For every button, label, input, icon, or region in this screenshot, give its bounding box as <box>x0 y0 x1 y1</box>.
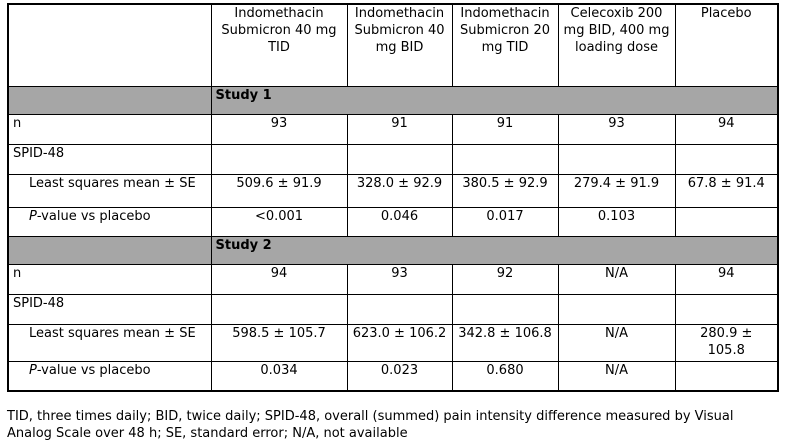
table-row <box>8 362 778 392</box>
table-cell: 623.0 ± 106.2 <box>347 325 452 362</box>
table-row <box>8 295 778 325</box>
table-cell <box>347 295 452 325</box>
table-cell <box>452 145 558 175</box>
header-row <box>8 4 778 87</box>
table-cell: 509.6 ± 91.9 <box>211 175 347 208</box>
row-label <box>8 208 211 237</box>
row-label <box>8 362 211 392</box>
table-cell <box>675 295 778 325</box>
p-italic: P <box>29 363 37 378</box>
table-cell: 94 <box>211 265 347 295</box>
table-cell: 94 <box>675 115 778 145</box>
column-header: Celecoxib 200 mg BID, 400 mg loading dose <box>558 4 675 87</box>
table-cell: 91 <box>452 115 558 145</box>
p-italic: P <box>29 209 37 224</box>
results-table <box>7 3 779 392</box>
table-cell: N/A <box>558 325 675 362</box>
table-cell: <0.001 <box>211 208 347 237</box>
row-label: SPID-48 <box>8 145 211 175</box>
row-label: Least squares mean ± SE <box>8 175 211 208</box>
table-cell: 0.023 <box>347 362 452 392</box>
column-header: Indomethacin Submicron 40 mg BID <box>347 4 452 87</box>
table-cell <box>211 145 347 175</box>
table-cell: 0.017 <box>452 208 558 237</box>
table-cell: N/A <box>558 265 675 295</box>
table-cell: 380.5 ± 92.9 <box>452 175 558 208</box>
table-row <box>8 115 778 145</box>
row-label: n <box>8 265 211 295</box>
row-label: n <box>8 115 211 145</box>
table-cell: 91 <box>347 115 452 145</box>
row-label: SPID-48 <box>8 295 211 325</box>
table-cell: 0.046 <box>347 208 452 237</box>
table-footnote: TID, three times daily; BID, twice daily; SPID-48, overall (summed) pain intensity difference measured by Visual Analog Scale over 48 h; SE, standard error; N/A, not available <box>7 409 734 441</box>
table-cell: 328.0 ± 92.9 <box>347 175 452 208</box>
table-cell: 93 <box>347 265 452 295</box>
table-cell: 93 <box>558 115 675 145</box>
column-header: Indomethacin Submicron 20 mg TID <box>452 4 558 87</box>
table-cell <box>675 208 778 237</box>
column-header: Placebo <box>675 4 778 87</box>
table-cell: 0.103 <box>558 208 675 237</box>
table-cell: 67.8 ± 91.4 <box>675 175 778 208</box>
table-cell <box>452 295 558 325</box>
table-cell <box>558 145 675 175</box>
study-section-row <box>8 87 778 115</box>
table-row <box>8 208 778 237</box>
study-section-spacer <box>8 237 211 265</box>
table-row <box>8 175 778 208</box>
table-cell: 0.680 <box>452 362 558 392</box>
table-cell: N/A <box>558 362 675 392</box>
table-cell: 598.5 ± 105.7 <box>211 325 347 362</box>
study-title: Study 1 <box>211 87 778 115</box>
study-section-spacer <box>8 87 211 115</box>
table-cell: 92 <box>452 265 558 295</box>
p-label-rest: -value vs placebo <box>36 363 151 378</box>
table-cell: 342.8 ± 106.8 <box>452 325 558 362</box>
table-cell <box>347 145 452 175</box>
header-corner <box>8 4 211 87</box>
study-title: Study 2 <box>211 237 778 265</box>
column-header: Indomethacin Submicron 40 mg TID <box>211 4 347 87</box>
table-cell <box>675 362 778 392</box>
table-cell <box>675 145 778 175</box>
table-row <box>8 325 778 362</box>
table-cell <box>211 295 347 325</box>
table-cell: 280.9 ± 105.8 <box>675 325 778 362</box>
table-cell: 94 <box>675 265 778 295</box>
table-row <box>8 145 778 175</box>
study-section-row <box>8 237 778 265</box>
row-label: Least squares mean ± SE <box>8 325 211 362</box>
table-cell <box>558 295 675 325</box>
table-cell: 0.034 <box>211 362 347 392</box>
p-label-rest: -value vs placebo <box>36 209 151 224</box>
table-row <box>8 265 778 295</box>
table-cell: 279.4 ± 91.9 <box>558 175 675 208</box>
table-cell: 93 <box>211 115 347 145</box>
